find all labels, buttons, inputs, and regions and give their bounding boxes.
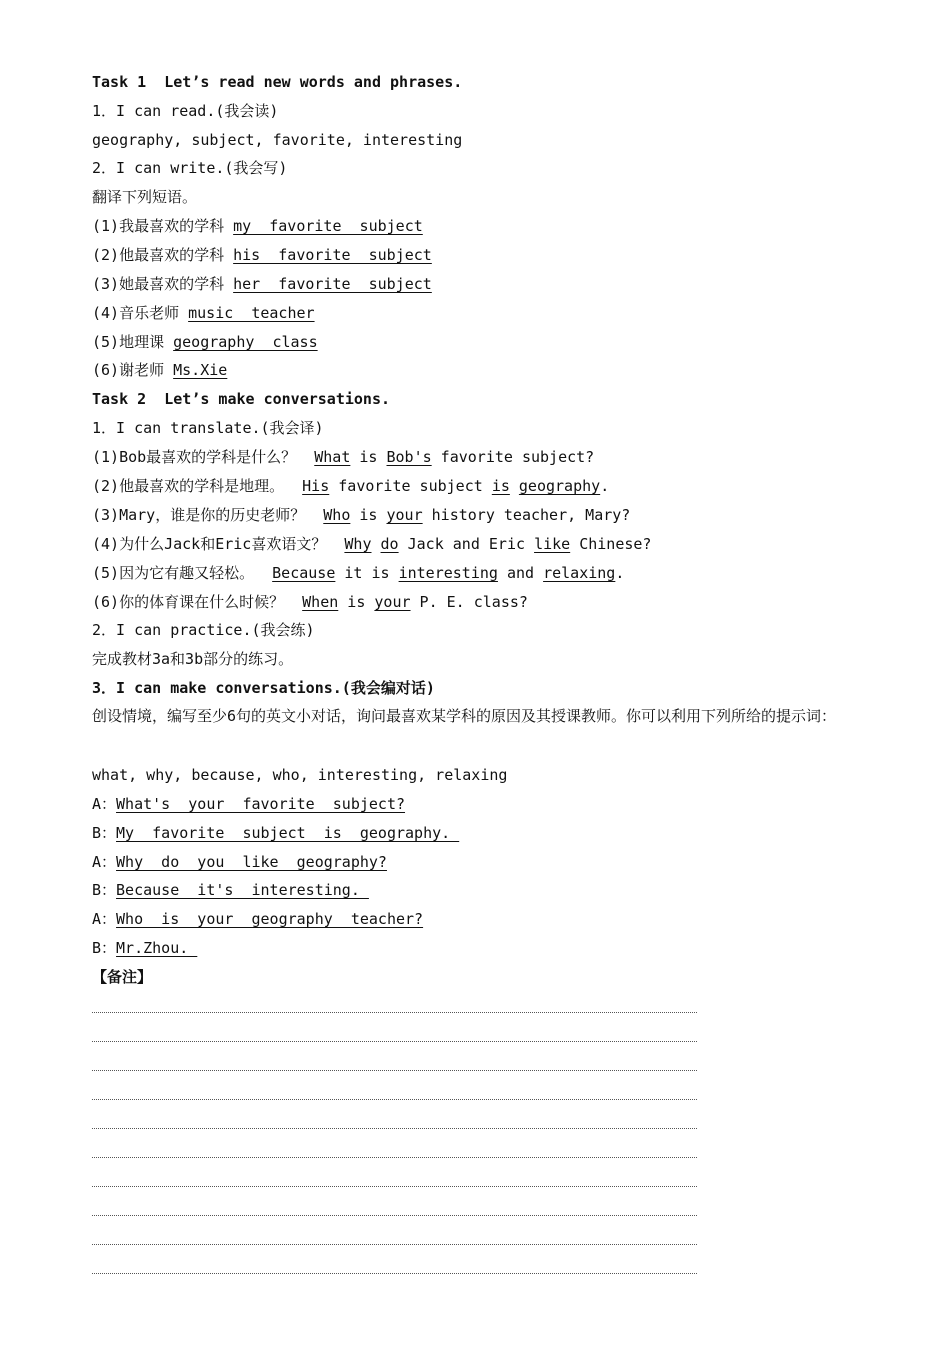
dialog-answer: My favorite subject is geography. (116, 824, 460, 842)
read-label: 1．I can read.(我会读) (92, 102, 279, 120)
phrase-item (92, 274, 432, 294)
sentence-text: . (615, 564, 625, 582)
translate-sentence (92, 505, 630, 525)
note-line (92, 1273, 697, 1274)
phrase-item (92, 360, 227, 380)
note-line (92, 1041, 697, 1042)
answer-blank: is (491, 477, 510, 495)
phrase-answer: his favorite subject (233, 246, 432, 264)
translate-sentence (92, 563, 624, 583)
sentence-cn: (2)他最喜欢的学科是地理。 (92, 477, 285, 495)
answer-blank: your (374, 593, 411, 611)
answer-blank: like (534, 535, 571, 553)
dialog-answer: Because it's interesting. (116, 881, 369, 899)
speaker-label: A： (92, 853, 117, 871)
sentence-text: history teacher, Mary? (422, 506, 631, 524)
answer-blank: do (380, 535, 399, 553)
phrase-item (92, 245, 432, 265)
note-line (92, 1157, 697, 1158)
speaker-label: A： (92, 910, 117, 928)
notes-label: 【备注】 (92, 968, 153, 986)
sentence-cn: (4)为什么Jack和Eric喜欢语文？ (92, 535, 327, 553)
sentence-text: it is (335, 564, 399, 582)
sentence-text: is (350, 506, 387, 524)
sentence-cn: (5)因为它有趣又轻松。 (92, 564, 255, 582)
sentence-text: Jack and Eric (398, 535, 535, 553)
answer-blank: your (386, 506, 423, 524)
speaker-label: B： (92, 881, 117, 899)
phrase-answer: Ms.Xie (173, 361, 228, 379)
note-line (92, 1070, 697, 1071)
dialog-answer: Mr.Zhou. (116, 939, 198, 957)
answer-blank: Why (344, 535, 372, 553)
answer-blank: interesting (398, 564, 498, 582)
sentence-cn: (6)你的体育课在什么时候？ (92, 593, 285, 611)
dialog-line (92, 909, 423, 929)
phrase-cn: (1)我最喜欢的学科 (92, 217, 225, 235)
phrase-answer: her favorite subject (233, 275, 432, 293)
dialog-line (92, 938, 197, 958)
sentence-text: is (350, 448, 387, 466)
sentence-cn: (1)Bob最喜欢的学科是什么？ (92, 448, 297, 466)
read-words: geography, subject, favorite, interesting (92, 131, 463, 149)
speaker-label: A： (92, 795, 117, 813)
sentence-text: and (497, 564, 544, 582)
speaker-label: B： (92, 939, 117, 957)
phrase-item (92, 332, 318, 352)
note-line (92, 1244, 697, 1245)
answer-blank: relaxing (543, 564, 616, 582)
note-line (92, 1099, 697, 1100)
answer-blank: What (314, 448, 351, 466)
phrase-answer: geography class (173, 333, 318, 351)
translate-sentence (92, 447, 594, 467)
dialog-line (92, 852, 387, 872)
hint-words: what, why, because, who, interesting, relaxing (92, 766, 508, 784)
sentence-text: favorite subject (329, 477, 492, 495)
translate-sentence (92, 476, 609, 496)
note-line (92, 1215, 697, 1216)
translate-instruction: 翻译下列短语。 (92, 188, 198, 206)
phrase-cn: (2)他最喜欢的学科 (92, 246, 225, 264)
practice-label: 2．I can practice.(我会练) (92, 621, 315, 639)
sentence-text (510, 477, 519, 495)
sentence-cn: (3)Mary，谁是你的历史老师？ (92, 506, 306, 524)
write-label: 2．I can write.(我会写) (92, 159, 288, 177)
note-line (92, 1128, 697, 1129)
sentence-text: . (600, 477, 610, 495)
dialog-line (92, 880, 369, 900)
translate-label: 1．I can translate.(我会译) (92, 419, 324, 437)
answer-blank: Because (272, 564, 336, 582)
note-line (92, 1186, 697, 1187)
dialog-answer: Who is your geography teacher? (116, 910, 424, 928)
answer-blank: geography (518, 477, 601, 495)
answer-blank: Who (323, 506, 351, 524)
phrase-answer: music teacher (188, 304, 315, 322)
sentence-text: favorite subject? (431, 448, 595, 466)
answer-blank: When (302, 593, 339, 611)
answer-blank: Bob's (386, 448, 432, 466)
note-line (92, 1012, 697, 1013)
phrase-cn: (6)谢老师 (92, 361, 165, 379)
task2-heading: Task 2 Let’s make conversations. (92, 390, 391, 408)
sentence-text (372, 535, 381, 553)
sentence-text: is (338, 593, 375, 611)
practice-text: 完成教材3a和3b部分的练习。 (92, 650, 294, 668)
sentence-text: Chinese? (570, 535, 652, 553)
translate-sentence (92, 534, 651, 554)
sentence-text: P. E. class? (410, 593, 528, 611)
phrase-item (92, 303, 315, 323)
phrase-cn: (4)音乐老师 (92, 304, 180, 322)
make-conversation-label: 3．I can make conversations.(我会编对话) (92, 679, 435, 697)
phrase-cn: (5)地理课 (92, 333, 165, 351)
dialog-line (92, 823, 459, 843)
dialog-answer: What's your favorite subject? (116, 795, 406, 813)
dialog-answer: Why do you like geography? (116, 853, 387, 871)
task1-heading: Task 1 Let’s read new words and phrases. (92, 73, 463, 91)
phrase-answer: my favorite subject (233, 217, 423, 235)
phrase-item (92, 216, 423, 236)
dialog-line (92, 794, 405, 814)
answer-blank: His (302, 477, 330, 495)
phrase-cn: (3)她最喜欢的学科 (92, 275, 225, 293)
translate-sentence (92, 592, 528, 612)
make-conversation-instruction: 创设情境，编写至少6句的英文小对话，询问最喜欢某学科的原因及其授课教师。你可以利用下列所给的提示词： (92, 707, 837, 725)
speaker-label: B： (92, 824, 117, 842)
